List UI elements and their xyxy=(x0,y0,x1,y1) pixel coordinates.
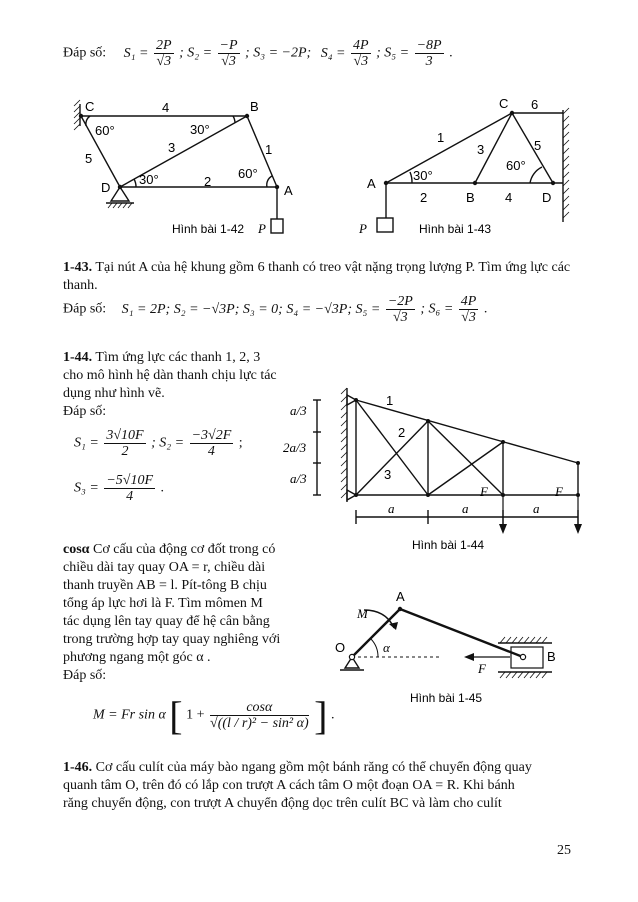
figure-caption: Hình bài 1-42 xyxy=(172,222,245,236)
answer-label: Đáp số: xyxy=(63,301,107,317)
member-label: 5 xyxy=(534,138,542,153)
member-label: 3 xyxy=(384,467,392,482)
problem-text: Tại nút A của hệ khung gồm 6 thanh có treo vật nặng trọng lượng P. Tìm ứng lực các thanh. xyxy=(63,260,571,293)
member-label: 3 xyxy=(168,140,176,155)
point-label: O xyxy=(335,640,346,655)
answer-label: Đáp số: xyxy=(63,668,107,683)
member-label: 1 xyxy=(265,142,273,157)
problem-1-46: 1-46. Cơ cấu culít của máy bào ngang gồm một bánh răng có thể chuyển động quay quanh tâm O, trên đó có lắp con trượt A cách tâm O một đoạn OA = R. Khi bánh răng chuyển động, con trượt A chuyển động dọc trên culít BC và làm cho culít xyxy=(63,760,532,811)
angle-label: 60° xyxy=(238,166,258,181)
node-label: A xyxy=(284,183,293,198)
answer-1-44-s3: S₃ = $\frac{-5√10F}{4}$ . xyxy=(74,473,165,504)
fraction: $\frac{-5√10F}{4}$ xyxy=(106,473,154,504)
member-label: 2 xyxy=(398,425,406,440)
page-number: 25 xyxy=(557,843,571,858)
figure-caption: Hình bài 1-43 xyxy=(419,222,492,236)
dimension-label: a xyxy=(462,501,469,516)
fraction: $\frac{4P}{√3}$ xyxy=(353,38,369,69)
node-label: A xyxy=(367,176,376,191)
load-label: F xyxy=(480,484,488,499)
member-label: 2 xyxy=(204,174,212,189)
problem-number: 1-46. xyxy=(63,760,93,775)
fraction: $\frac{2P}{√3}$ xyxy=(156,38,172,69)
fraction: $\frac{-8P}{3}$ xyxy=(416,38,442,69)
dimension-label: a xyxy=(388,501,395,516)
node-label: D xyxy=(542,190,552,205)
fraction: $\frac{-2P}{√3}$ xyxy=(387,294,413,325)
answer-label: Đáp số: xyxy=(63,404,107,419)
member-label: 3 xyxy=(477,142,485,157)
answer-1-42: Đáp số: S₁ = $\frac{2P}{√3}$ ; S₂ = $\frac{-P}{√3}$ ; S₃ = −2P; S₄ = $\frac{4P}{√3}$ ; S₅ = $\frac{-8P}{3}$ . xyxy=(63,38,453,69)
angle-label: 60° xyxy=(506,158,526,173)
fraction: $\frac{-3√2F}{4}$ xyxy=(191,428,232,459)
dimension-label: a xyxy=(533,501,540,516)
dimension-label: 2a/3 xyxy=(283,440,307,455)
node-label: B xyxy=(466,190,475,205)
point-label: B xyxy=(547,649,556,664)
figure-caption: Hình bài 1-45 xyxy=(410,691,483,705)
angle-label: α xyxy=(383,640,390,655)
force-label: F xyxy=(478,661,486,676)
answer-1-44-s1s2: S₁ = $\frac{3√10F}{2}$ ; S₂ = $\frac{-3√2F}{4}$ ; xyxy=(74,428,243,459)
problem-1-44: 1-44. Tìm ứng lực các thanh 1, 2, 3 cho mô hình hệ dàn thanh chịu lực tác dụng như hình vẽ. Đáp số: xyxy=(63,349,313,421)
node-label: D xyxy=(101,180,111,195)
member-label: 4 xyxy=(162,100,170,115)
angle-label: 30° xyxy=(413,168,433,183)
moment-label: M xyxy=(357,606,368,621)
fraction: $\frac{-P}{√3}$ xyxy=(219,38,238,69)
figure-caption: Hình bài 1-44 xyxy=(412,538,485,552)
angle-label: 60° xyxy=(95,123,115,138)
angle-label: 30° xyxy=(190,122,210,137)
fraction: $\frac{3√10F}{2}$ xyxy=(106,428,144,459)
problem-1-45: cosα Cơ cấu của động cơ đốt trong có chiều dài tay quay OA = r, chiều dài thanh truyền AB = l. Pít-tông B chịu tổng áp lực hơi là F. Tìm mômen M tác dụng lên tay quay để hệ cân bằng trong trường hợp tay quay nghiêng với phương ngang một góc α . Đáp số: xyxy=(63,541,333,685)
node-label: C xyxy=(499,96,509,111)
member-label: 4 xyxy=(505,190,513,205)
load-label: P xyxy=(258,221,266,236)
problem-number: cosα xyxy=(63,542,90,557)
member-label: 6 xyxy=(531,97,539,112)
node-label: C xyxy=(85,99,95,114)
node-label: B xyxy=(250,99,259,114)
fraction: $\frac{\cos\alpha}{\text{√((l / r)² − sin² α)}}$ xyxy=(210,700,309,731)
fraction: $\frac{4P}{√3}$ xyxy=(460,294,477,325)
answer-1-45: M = Fr sin α [ 1 + $\frac{\cos\alpha}{\text{√((l / r)² − sin² α)}}$ ] . xyxy=(93,693,335,738)
answer-1-43: Đáp số: S₁ = 2P; S₂ = −√3P; S₃ = 0; S₄ = −√3P; S₅ = $\frac{-2P}{√3}$ ; S₆ = $\frac{4P}{√3}$ . xyxy=(63,294,488,325)
dimension-label: a/3 xyxy=(290,471,307,486)
load-label: F xyxy=(555,484,563,499)
problem-number: 1-44. xyxy=(63,350,93,365)
member-label: 1 xyxy=(386,393,394,408)
angle-label: 30° xyxy=(139,172,159,187)
member-label: 5 xyxy=(85,151,93,166)
member-label: 2 xyxy=(420,190,428,205)
point-label: A xyxy=(396,589,405,604)
dimension-label: a/3 xyxy=(290,403,307,418)
load-label: P xyxy=(359,221,367,236)
problem-number: 1-43. xyxy=(63,260,93,275)
member-label: 1 xyxy=(437,130,445,145)
answer-label: Đáp số: xyxy=(63,45,107,61)
